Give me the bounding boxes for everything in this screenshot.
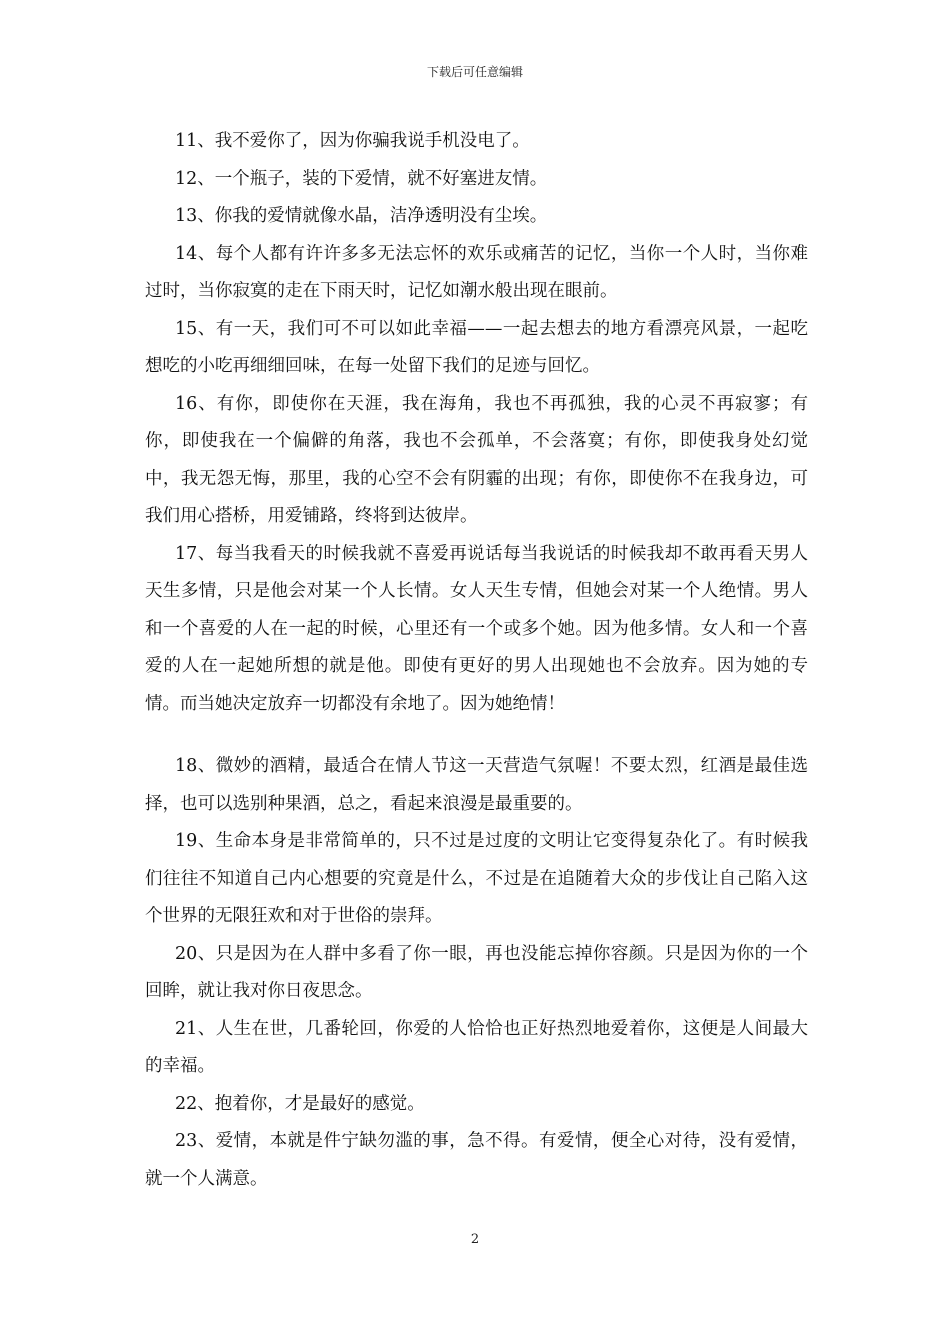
paragraph-16: 16、有你，即使你在天涯，我在海角，我也不再孤独，我的心灵不再寂寥；有你，即使我在一个偏僻的角落，我也不会孤单，不会落寞；有你，即使我身处幻觉中，我无怨无悔，那里，我的心空不会有阴霾的出现；有你，即使你不在我身边，可我们用心搭桥，用爱铺路，终将到达彼岸。 bbox=[145, 393, 808, 526]
paragraph-23: 23、爱情，本就是件宁缺勿滥的事，急不得。有爱情，便全心对待，没有爱情，就一个人满意。 bbox=[145, 1131, 808, 1189]
paragraph-11: 11、我不爱你了，因为你骗我说手机没电了。 bbox=[175, 131, 530, 151]
body-text bbox=[145, 123, 808, 1198]
paragraph-21: 21、人生在世，几番轮回，你爱的人恰恰也正好热烈地爱着你，这便是人间最大的幸福。 bbox=[145, 1018, 808, 1076]
paragraph-15: 15、有一天，我们可不可以如此幸福——一起去想去的地方看漂亮风景，一起吃想吃的小吃再细细回味，在每一处留下我们的足迹与回忆。 bbox=[145, 318, 808, 376]
paragraph-19: 19、生命本身是非常简单的，只不过是过度的文明让它变得复杂化了。有时候我们往往不知道自己内心想要的究竟是什么，不过是在追随着大众的步伐让自己陷入这个世界的无限狂欢和对于世俗的崇拜。 bbox=[145, 831, 808, 926]
paragraph-14: 14、每个人都有许许多多无法忘怀的欢乐或痛苦的记忆，当你一个人时，当你难过时，当你寂寞的走在下雨天时，记忆如潮水般出现在眼前。 bbox=[145, 243, 808, 301]
paragraph-18: 18、微妙的酒精，最适合在情人节这一天营造气氛喔！不要太烈，红酒是最佳选择，也可以选别种果酒，总之，看起来浪漫是最重要的。 bbox=[145, 756, 808, 814]
page-header: 下载后可任意编辑 bbox=[426, 65, 523, 79]
paragraph-22: 22、抱着你，才是最好的感觉。 bbox=[175, 1093, 425, 1114]
paragraph-13: 13、你我的爱情就像水晶，洁净透明没有尘埃。 bbox=[175, 206, 548, 226]
paragraph-20: 20、只是因为在人群中多看了你一眼，再也没能忘掉你容颜。只是因为你的一个回眸，就让我对你日夜思念。 bbox=[145, 943, 808, 1001]
paragraph-12: 12、一个瓶子，装的下爱情，就不好塞进友情。 bbox=[175, 168, 548, 189]
paragraph-17: 17、每当我看天的时候我就不喜爱再说话每当我说话的时候我却不敢再看天男人天生多情，只是他会对某一个人长情。女人天生专情，但她会对某一个人绝情。男人和一个喜爱的人在一起的时候，心里还有一个或多个她。因为他多情。女人和一个喜爱的人在一起她所想的就是他。即使有更好的男人出现她也不会放弃。因为她的专情。而当她决定放弃一切都没有余地了。因为她绝情！ bbox=[145, 543, 808, 714]
page-number: 2 bbox=[470, 1232, 480, 1247]
